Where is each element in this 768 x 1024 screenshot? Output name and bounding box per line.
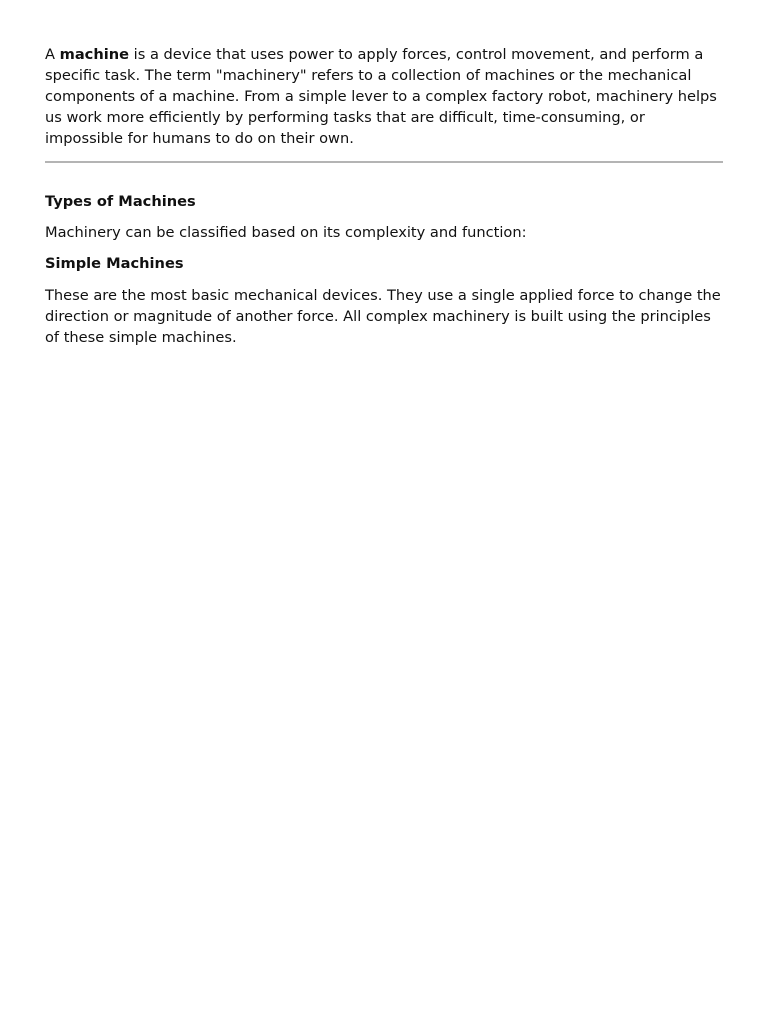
intro-prefix: A — [45, 46, 60, 63]
simple-machines-heading: Simple Machines — [45, 255, 184, 272]
types-heading: Types of Machines — [45, 193, 196, 210]
types-paragraph: Machinery can be classified based on its complexity and function: — [45, 224, 527, 241]
intro-rest: is a device that uses power to apply forces, control movement, and perform a specific task. The term "machinery" refers to a collection of machines or the mechanical components of a machine. From a simple lever to a complex factory robot, machinery helps us work more efficiently by performing tasks that are difficult, time-consuming, or impossible for humans to do on their own. — [45, 46, 717, 147]
intro-term: machine — [59, 46, 130, 63]
intro-paragraph — [45, 44, 723, 149]
simple-machines-paragraph: These are the most basic mechanical devices. They use a single applied force to change the direction or magnitude of another force. All complex machinery is built using the principles of these simple machines. — [45, 287, 721, 346]
section-divider — [45, 161, 723, 163]
